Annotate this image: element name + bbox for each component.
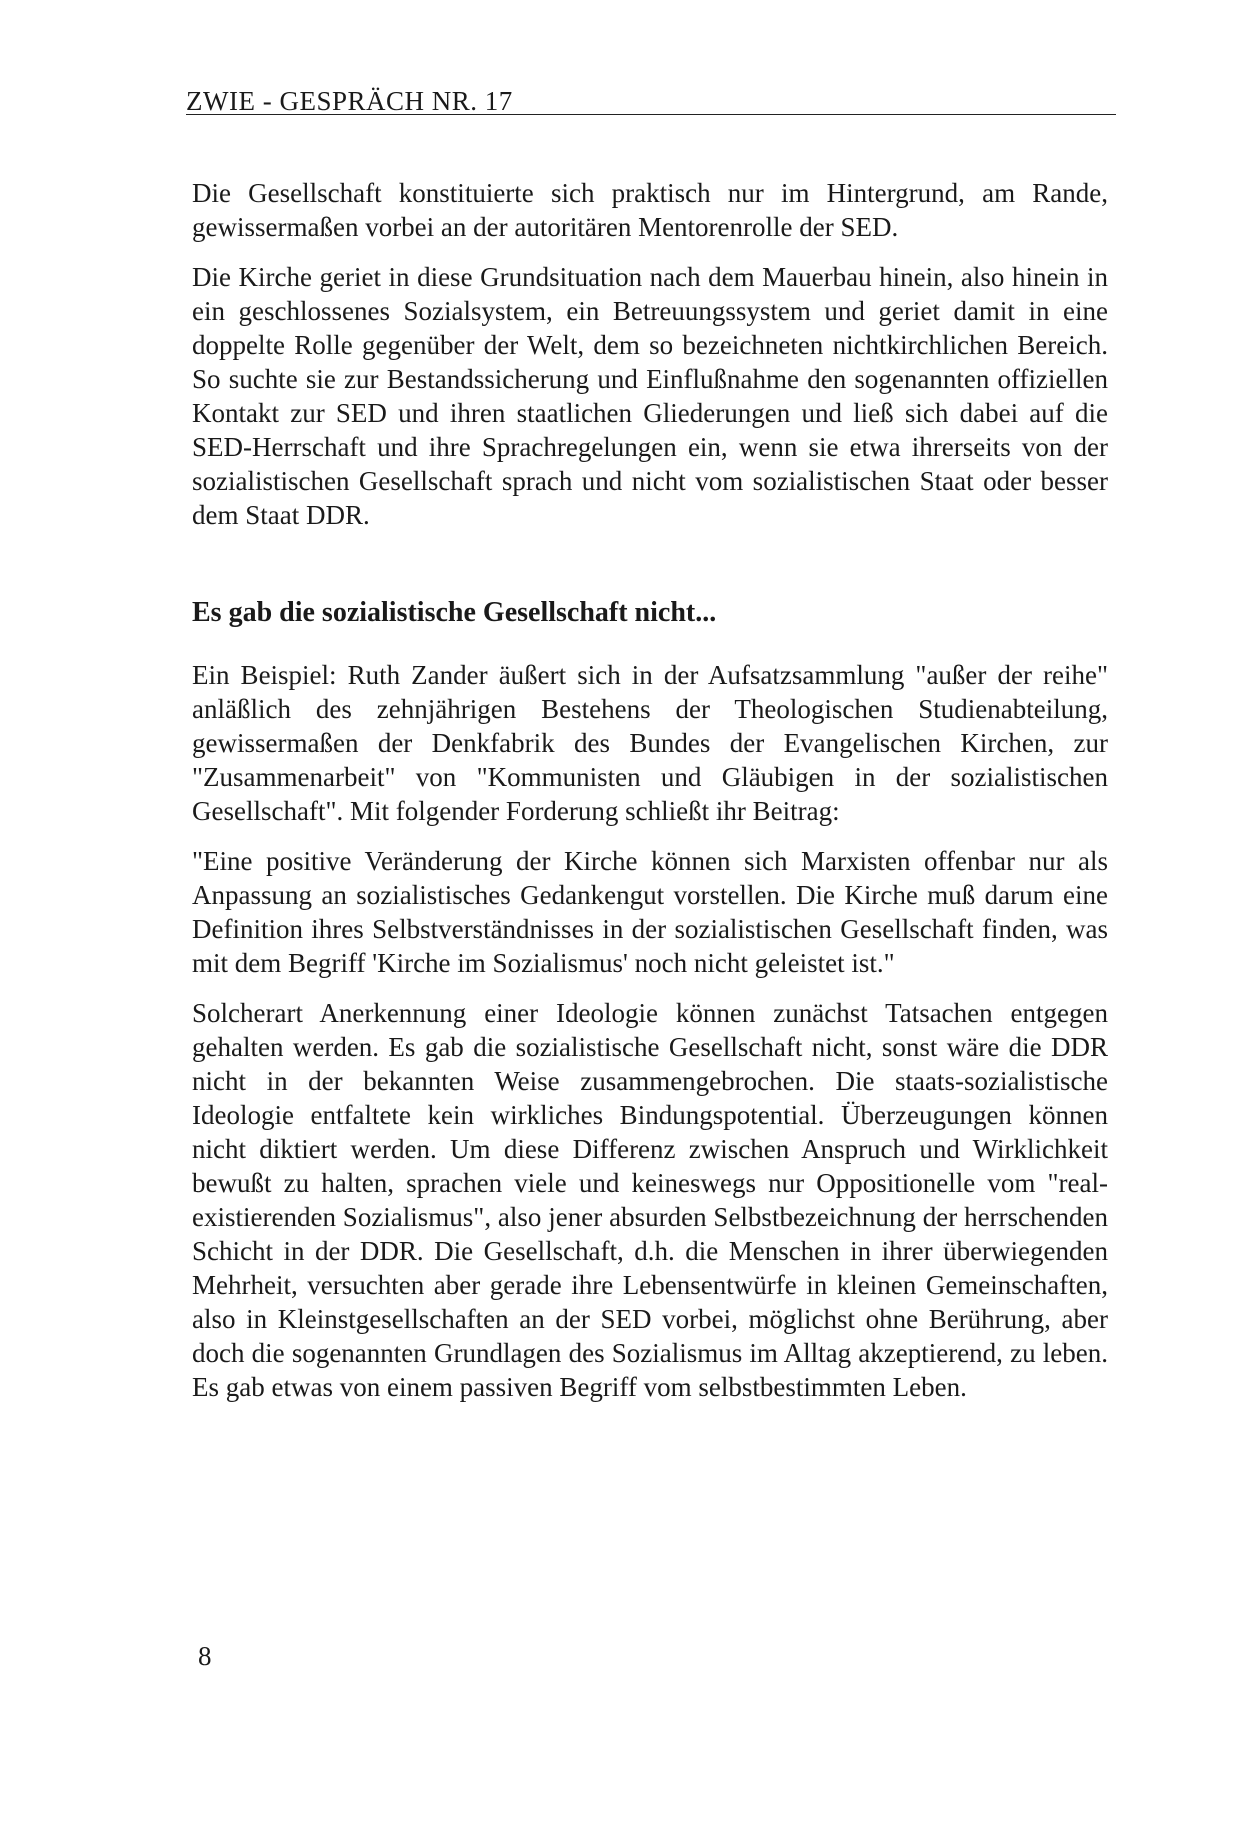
- page-body: [192, 176, 1108, 1404]
- page-number: 8: [198, 1641, 212, 1671]
- running-title: ZWIE - GESPRÄCH NR. 17: [186, 86, 513, 116]
- paragraph: Solcherart Anerkennung einer Ideologie können zunächst Tatsachen entgegen gehalten werden. Es gab die sozialistische Gesellschaft nicht, sonst wäre die DDR nicht in der bekannten Weise zusammengebrochen. Die staats-sozialistische Ideologie entfaltete kein wirkliches Bindungspotential. Überzeugungen können nicht diktiert werden. Um diese Differenz zwischen Anspruch und Wirklichkeit bewußt zu halten, sprachen viele und keineswegs nur Oppositionelle vom "real-existierenden Sozialismus", also jener absurden Selbstbezeichnung der herrschenden Schicht in der DDR. Die Gesellschaft, d.h. die Menschen in ihrer überwiegenden Mehrheit, versuchten aber gerade ihre Lebensentwürfe in kleinen Gemeinschaften, also in Kleinstgesellschaften an der SED vorbei, möglichst ohne Berührung, aber doch die sogenannten Grundlagen des Sozialismus im Alltag akzeptierend, zu leben. Es gab etwas von einem passiven Begriff vom selbstbestimmten Leben.: [192, 998, 1108, 1402]
- block-quote: "Eine positive Veränderung der Kirche können sich Marxisten offenbar nur als Anpassung an sozialistisches Gedankengut vorstellen. Die Kirche muß darum eine Definition ihres Selbstverständnisses in der sozialistischen Gesellschaft finden, was mit dem Begriff 'Kirche im Sozialismus' noch nicht geleistet ist.": [192, 846, 1108, 978]
- page-header: [186, 84, 1116, 115]
- paragraph: Die Kirche geriet in diese Grundsituation nach dem Mauerbau hinein, also hinein in ein geschlossenes Sozialsystem, ein Betreuungssystem und geriet damit in eine doppelte Rolle gegenüber der Welt, dem so bezeichneten nichtkirchlichen Bereich. So suchte sie zur Bestandssicherung und Einflußnahme den sogenannten offiziellen Kontakt zur SED und ihren staatlichen Gliederungen und ließ sich dabei auf die SED-Herrschaft und ihre Sprachregelungen ein, wenn sie etwa ihrerseits von der sozialistischen Gesellschaft sprach und nicht vom sozialistischen Staat oder besser dem Staat DDR.: [192, 262, 1108, 530]
- section-heading: Es gab die sozialistische Gesellschaft nicht...: [192, 597, 717, 628]
- paragraph: Ein Beispiel: Ruth Zander äußert sich in der Aufsatzsammlung "außer der reihe" anläßlich des zehnjährigen Bestehens der Theologischen Studienabteilung, gewissermaßen der Denkfabrik des Bundes der Evangelischen Kirchen, zur "Zusammenarbeit" von "Kommunisten und Gläubigen in der sozialistischen Gesellschaft". Mit folgender Forderung schließt ihr Beitrag:: [192, 660, 1108, 826]
- paragraph: Die Gesellschaft konstituierte sich praktisch nur im Hintergrund, am Rande, gewissermaßen vorbei an der autoritären Mentorenrolle der SED.: [192, 178, 1108, 242]
